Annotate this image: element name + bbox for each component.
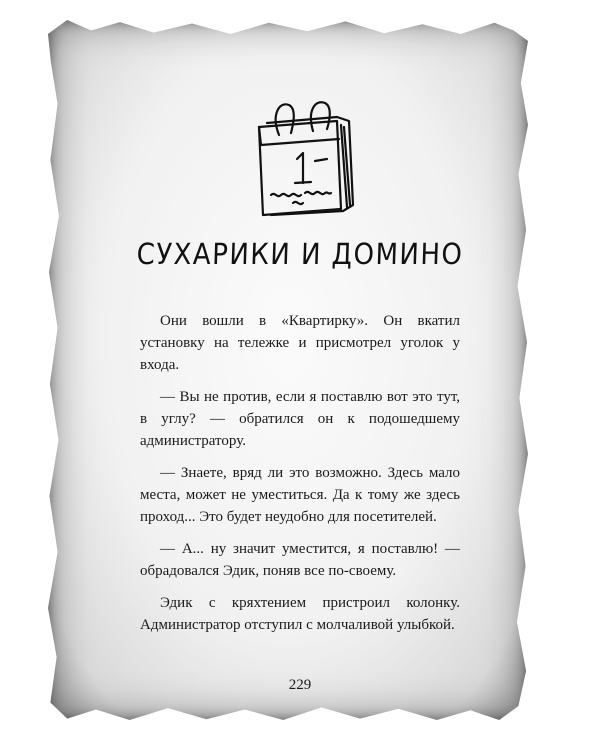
- paragraph: — Знаете, вряд ли это возможно. Здесь мало места, может не уместиться. Да к тому же здесь проход... Это будет неудобно для посетителей.: [140, 465, 460, 525]
- paragraph: — Вы не против, если я поставлю вот это тут, в углу? — обратился он к подошедшему администратору.: [140, 389, 460, 449]
- paragraph: Эдик с кряхтением пристроил колонку. Администратор отступил с молчаливой улыбкой.: [140, 595, 460, 633]
- body-text: [140, 310, 460, 646]
- chapter-title: СУХАРИКИ И ДОМИНО: [136, 238, 464, 272]
- paragraph: — А... ну значит уместится, я поставлю! — обрадовался Эдик, поняв все по-своему.: [140, 541, 460, 579]
- page-number: 229: [288, 677, 312, 693]
- calendar-icon: [253, 95, 357, 225]
- paragraph: Они вошли в «Квартирку». Он вкатил установку на тележке и присмотрел уголок у входа.: [140, 313, 460, 373]
